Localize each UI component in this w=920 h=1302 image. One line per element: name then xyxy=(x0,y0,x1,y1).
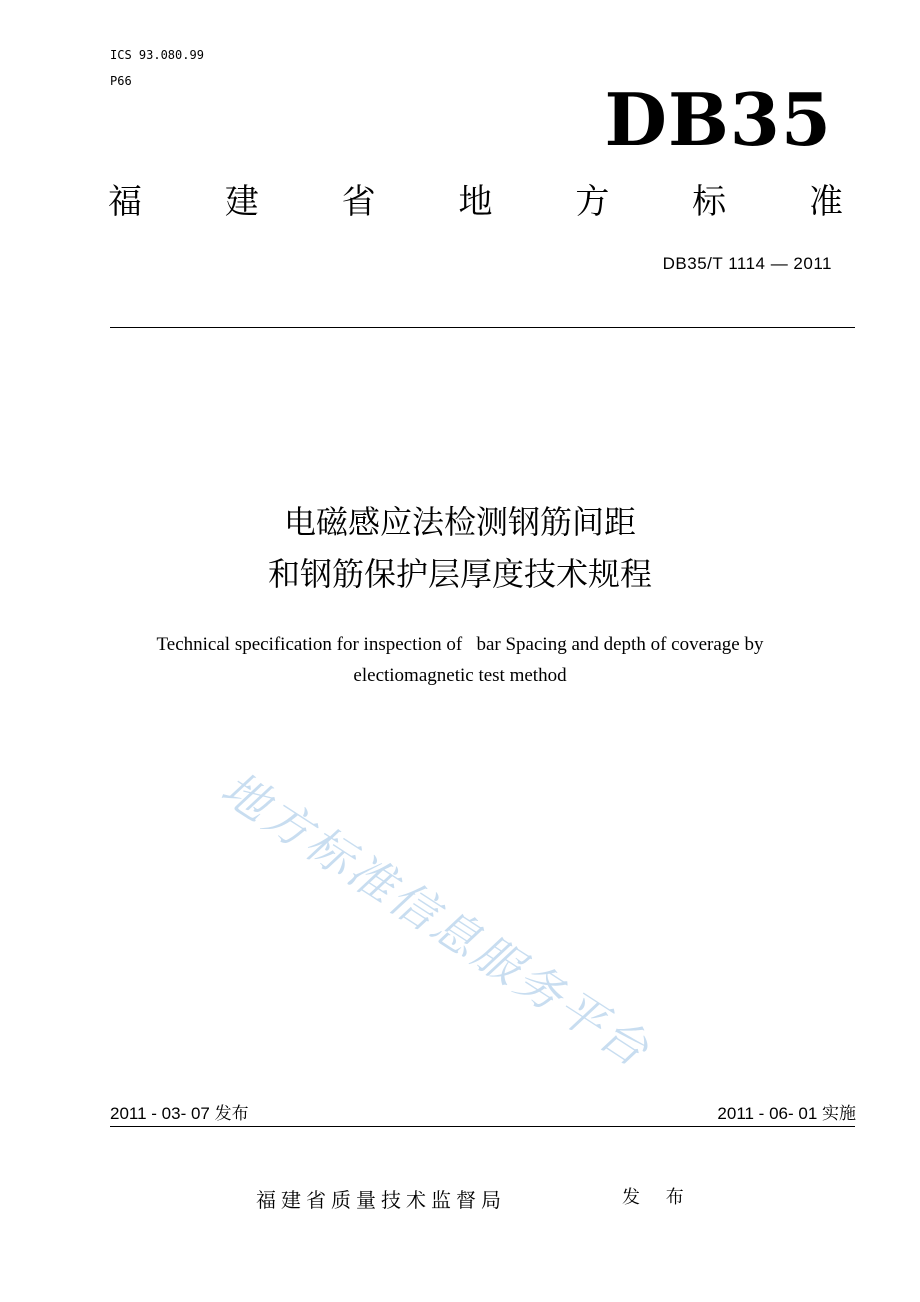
standard-type-char: 准 xyxy=(808,182,843,222)
watermark: 地方标准信息服务平台 xyxy=(212,760,661,1079)
standard-type-char: 福 xyxy=(108,182,142,222)
standard-type-char: 方 xyxy=(575,182,610,222)
standard-type-heading xyxy=(108,178,843,226)
ics-code: ICS 93.080.99 xyxy=(110,48,204,62)
implementation-date: 2011 - 06- 01 实施 xyxy=(717,1104,856,1123)
standard-logo: DB35 xyxy=(604,77,832,162)
standard-type-char: 标 xyxy=(692,182,727,222)
standard-number: DB35/T 1114 — 2011 xyxy=(662,254,832,273)
standard-type-char: 建 xyxy=(224,182,259,222)
issue-date: 2011 - 03- 07 发布 xyxy=(110,1104,249,1123)
publish-label: 发 布 xyxy=(622,1187,694,1208)
publisher-name: 福建省质量技术监督局 xyxy=(256,1188,506,1212)
title-cn-line1: 电磁感应法检测钢筋间距 xyxy=(283,503,636,541)
title-cn-line2: 和钢筋保护层厚度技术规程 xyxy=(267,555,652,593)
classification-code: P66 xyxy=(110,74,132,88)
top-divider xyxy=(110,327,855,328)
title-en-line2: electiomagnetic test method xyxy=(353,665,567,686)
standard-type-char: 地 xyxy=(458,182,493,222)
bottom-divider xyxy=(110,1126,855,1127)
title-en-line1: Technical specification for inspection of bar Spacing and depth of coverage by xyxy=(156,634,764,655)
standard-type-char: 省 xyxy=(341,182,376,222)
